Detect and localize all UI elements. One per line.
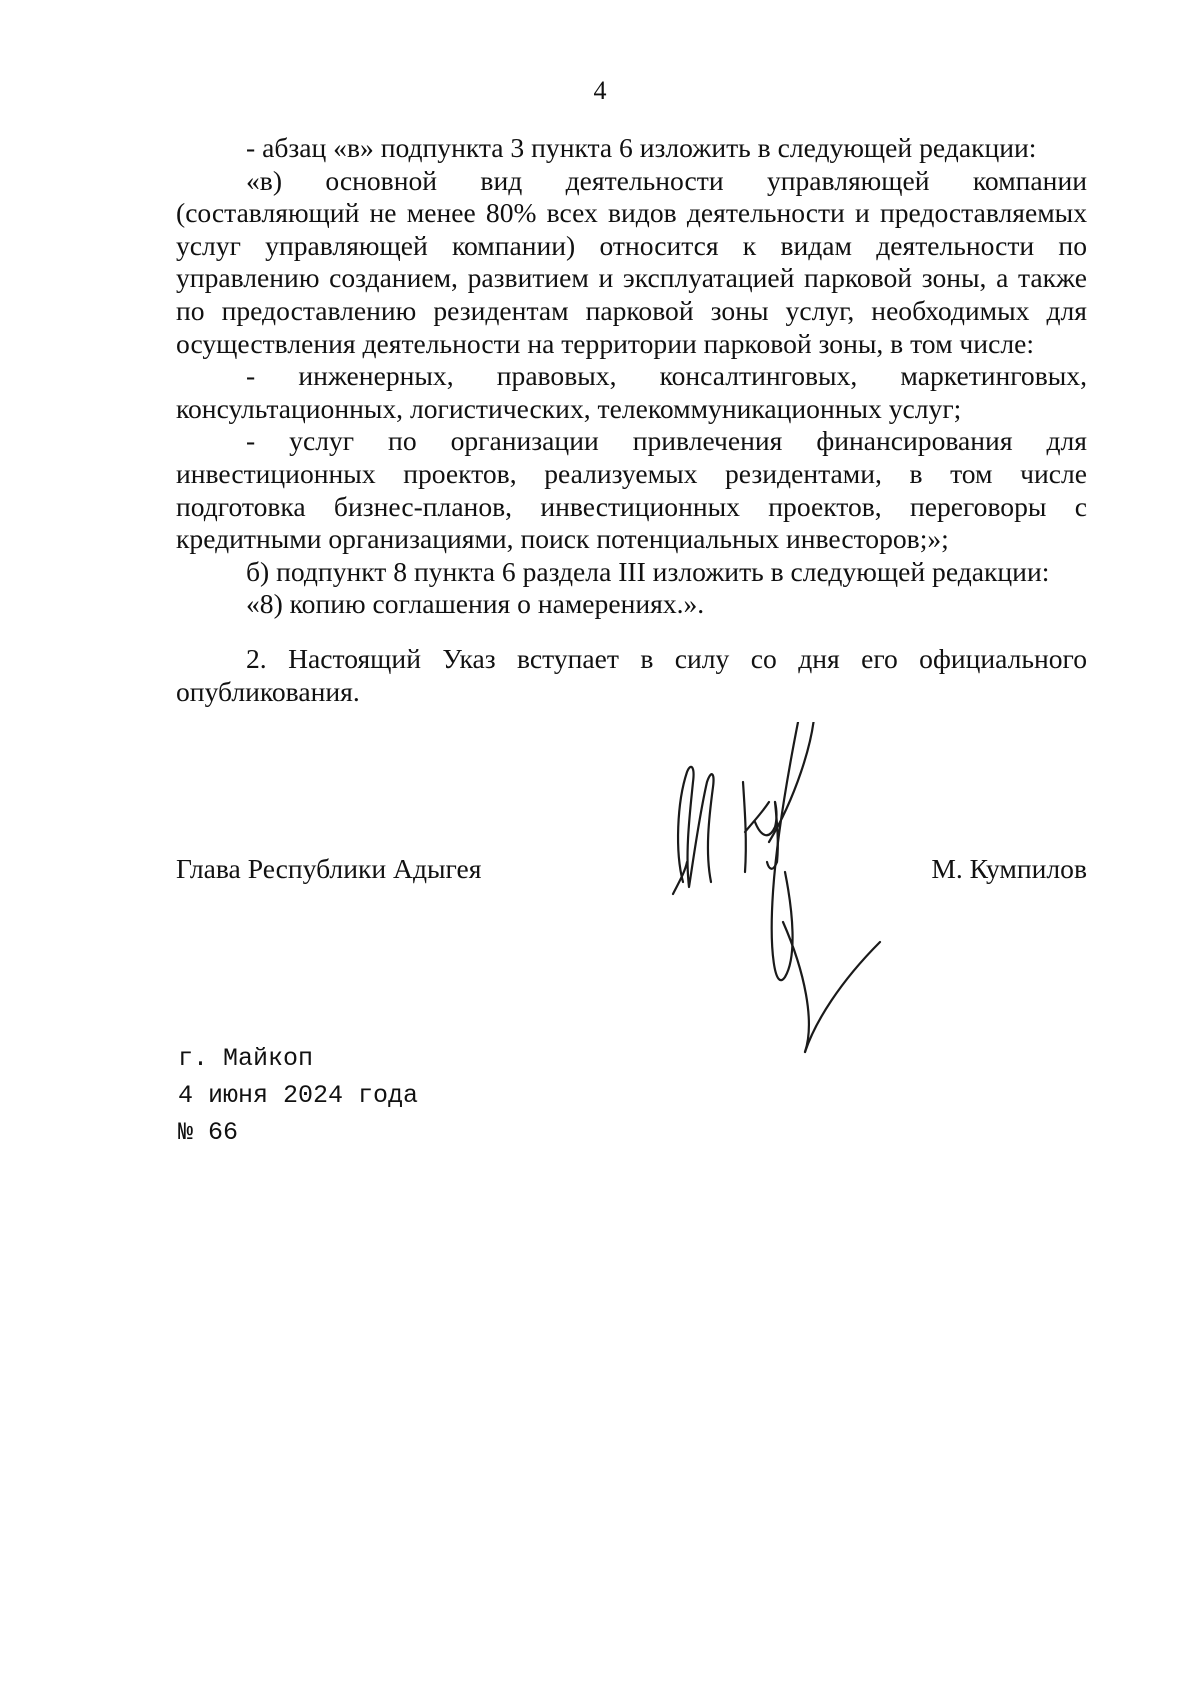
paragraph-engineering-services: - инженерных, правовых, консалтинговых, маркетинговых, консультационных, логистических, телекоммуникационных услуг;	[176, 360, 1087, 424]
signer-position: Глава Республики Адыгея	[176, 853, 482, 884]
handwritten-signature	[665, 722, 915, 1072]
signer-name: М. Кумпилов	[931, 853, 1087, 884]
place: г. Майкоп	[178, 1044, 314, 1073]
decree-number: № 66	[178, 1118, 239, 1147]
paragraph-main-activity: «в) основной вид деятельности управляющей компании (составляющий не менее 80% всех видов деятельности и предоставляемых услуг управляющей компании) относится к видам деятельности по управлению созданием, развитием и эксплуатацией парковой зоны, а также по предоставлению резидентам парковой зоны услуг, необходимых для осуществления деятельности на территории парковой зоны, в том числе:	[176, 164, 1087, 359]
page-number: 4	[593, 76, 607, 105]
paragraph-amendment-intro: - абзац «в» подпункта 3 пункта 6 изложить в следующей редакции:	[246, 132, 1037, 163]
paragraph-entry-into-force: 2. Настоящий Указ вступает в силу со дня его официального опубликования.	[176, 642, 1087, 707]
paragraph-subitem-8: б) подпункт 8 пункта 6 раздела III изложить в следующей редакции:	[246, 555, 1050, 587]
place-date-block	[178, 1040, 418, 1151]
paragraph-agreement-copy: «8) копию соглашения о намерениях.».	[246, 588, 705, 620]
document-body	[176, 132, 1087, 708]
decree-date: 4 июня 2024 года	[178, 1081, 419, 1110]
paragraph-financing-services: - услуг по организации привлечения финансирования для инвестиционных проектов, реализуемых резидентами, в том числе подготовка бизнес-планов, инвестиционных проектов, переговоры с кредитными организациями, поиск потенциальных инвесторов;»;	[176, 425, 1087, 555]
